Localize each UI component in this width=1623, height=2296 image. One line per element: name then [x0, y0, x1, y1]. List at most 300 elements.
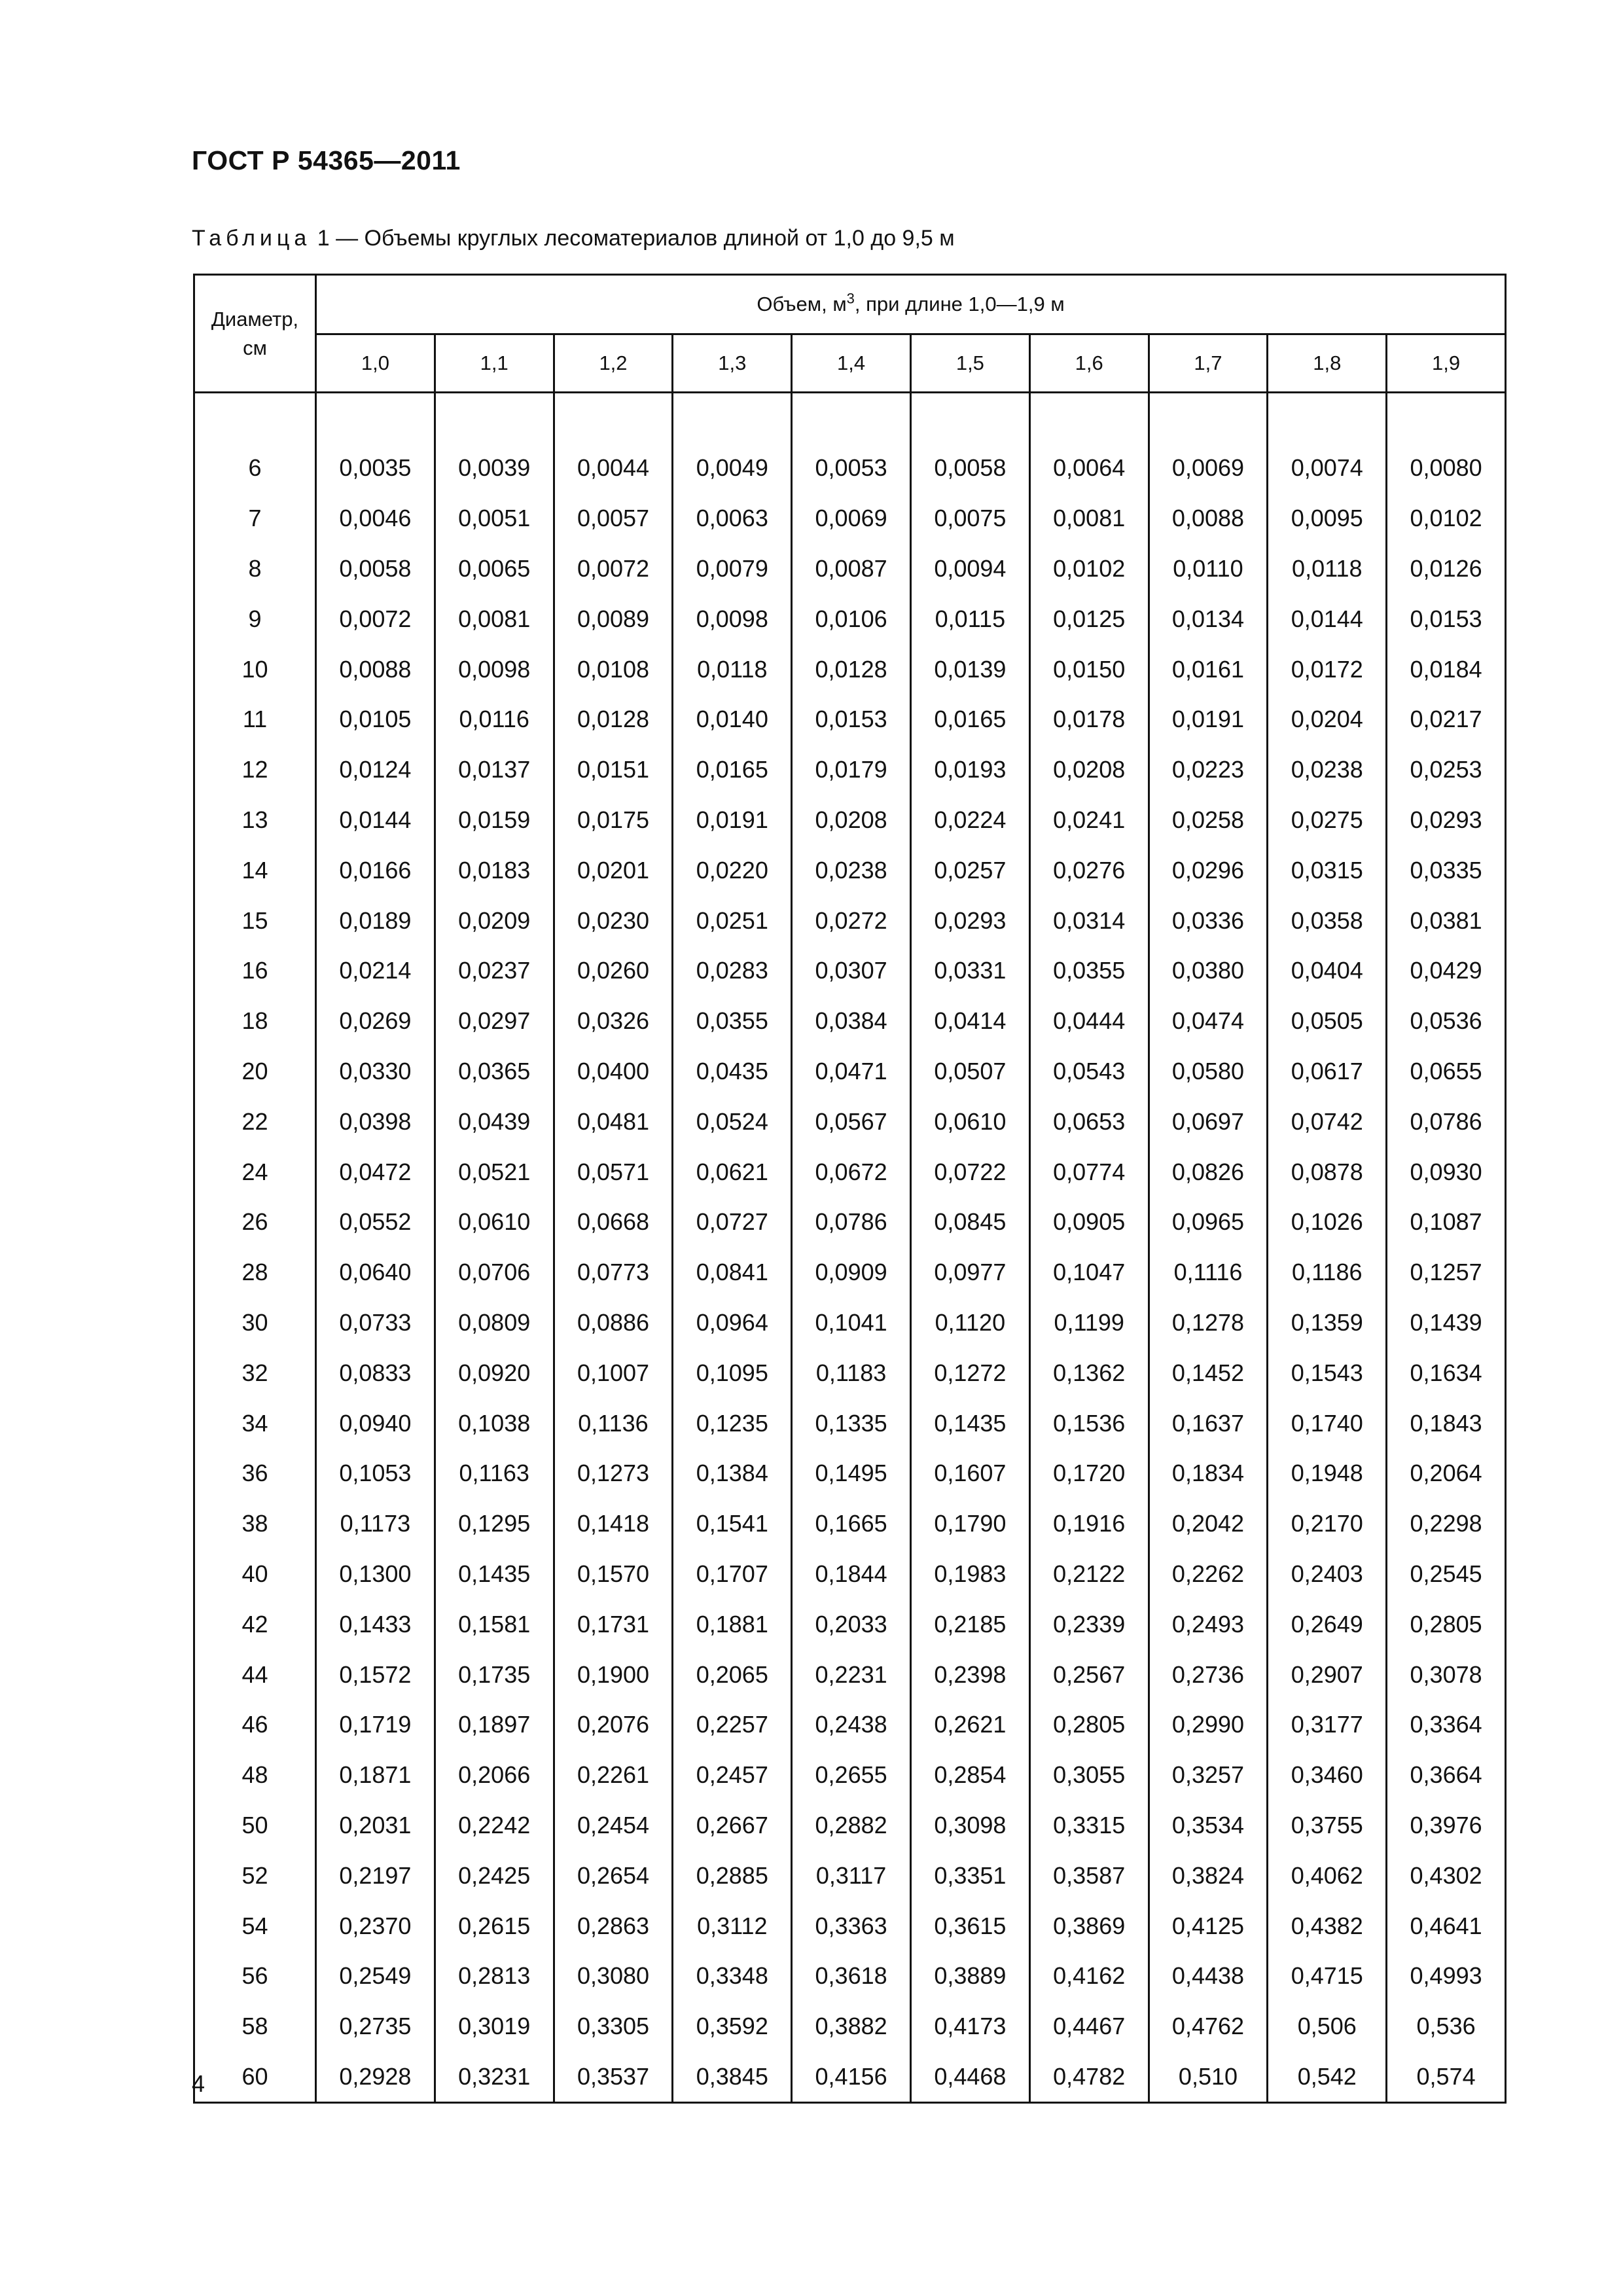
gap-cell [792, 393, 911, 444]
volume-cell: 0,1740 [1268, 1398, 1387, 1448]
volume-cell: 0,0151 [554, 745, 673, 795]
volume-cell: 0,0774 [1029, 1147, 1149, 1197]
volume-cell: 0,0144 [1268, 594, 1387, 644]
volume-cell: 0,0105 [316, 694, 435, 745]
volume-cell: 0,0124 [316, 745, 435, 795]
volume-cell: 0,0653 [1029, 1096, 1149, 1147]
volume-cell: 0,0965 [1149, 1197, 1268, 1247]
volume-cell: 0,2262 [1149, 1549, 1268, 1600]
volume-cell: 0,0293 [910, 895, 1029, 946]
volume-cell: 0,1719 [316, 1700, 435, 1750]
volume-cell: 0,4468 [910, 2052, 1029, 2103]
table-body [194, 393, 1506, 2103]
table-row [194, 2052, 1506, 2103]
diameter-cell: 28 [194, 1247, 316, 1298]
gap-cell [1149, 393, 1268, 444]
volume-cell: 0,1173 [316, 1499, 435, 1549]
volume-cell: 0,0326 [554, 996, 673, 1047]
volume-cell: 0,0276 [1029, 845, 1149, 895]
volume-cell: 0,0223 [1149, 745, 1268, 795]
table-row [194, 644, 1506, 694]
volume-cell: 0,0214 [316, 946, 435, 996]
volume-cell: 0,3664 [1387, 1750, 1506, 1801]
diameter-cell: 38 [194, 1499, 316, 1549]
diameter-cell: 50 [194, 1801, 316, 1851]
volume-cell: 0,4993 [1387, 1951, 1506, 2001]
gap-cell [673, 393, 792, 444]
volume-cell: 0,4762 [1149, 2001, 1268, 2052]
volume-cell: 0,0110 [1149, 544, 1268, 594]
volume-cell: 0,0536 [1387, 996, 1506, 1047]
volume-cell: 0,0069 [1149, 443, 1268, 493]
diameter-cell: 42 [194, 1599, 316, 1649]
table-row [194, 1499, 1506, 1549]
volume-cell: 0,0773 [554, 1247, 673, 1298]
volume-cell: 0,1665 [792, 1499, 911, 1549]
volume-cell: 0,0087 [792, 544, 911, 594]
volume-cell: 0,2928 [316, 2052, 435, 2103]
length-header-cell: 1,6 [1029, 334, 1149, 393]
table-row [194, 1649, 1506, 1700]
volume-cell: 0,2813 [435, 1951, 554, 2001]
volume-cell: 0,2990 [1149, 1700, 1268, 1750]
volume-cell: 0,3460 [1268, 1750, 1387, 1801]
volume-cell: 0,0336 [1149, 895, 1268, 946]
table-row [194, 895, 1506, 946]
length-header-cell: 1,3 [673, 334, 792, 393]
length-header-cell: 1,5 [910, 334, 1029, 393]
volume-cell: 0,1637 [1149, 1398, 1268, 1448]
volume-cell: 0,0144 [316, 795, 435, 846]
volume-cell: 0,2076 [554, 1700, 673, 1750]
volume-cell: 0,0191 [673, 795, 792, 846]
volume-cell: 0,0088 [1149, 493, 1268, 544]
diameter-cell: 24 [194, 1147, 316, 1197]
volume-cell: 0,0905 [1029, 1197, 1149, 1247]
volume-cell: 0,0315 [1268, 845, 1387, 895]
volume-cell: 0,0161 [1149, 644, 1268, 694]
volume-cell: 0,0380 [1149, 946, 1268, 996]
volume-cell: 0,3019 [435, 2001, 554, 2052]
table-caption [192, 226, 955, 251]
volume-cell: 0,1495 [792, 1448, 911, 1499]
volume-cell: 0,2655 [792, 1750, 911, 1801]
volume-cell: 0,0297 [435, 996, 554, 1047]
volume-cell: 0,4641 [1387, 1901, 1506, 1951]
volume-cell: 0,0269 [316, 996, 435, 1047]
volume-cell: 0,0400 [554, 1047, 673, 1097]
volume-cell: 0,1186 [1268, 1247, 1387, 1298]
diameter-cell: 20 [194, 1047, 316, 1097]
volume-cell: 0,1273 [554, 1448, 673, 1499]
volume-cell: 0,0217 [1387, 694, 1506, 745]
volume-cell: 0,0184 [1387, 644, 1506, 694]
volume-cell: 0,1362 [1029, 1348, 1149, 1398]
volume-cell: 0,0238 [792, 845, 911, 895]
volume-cell: 0,0116 [435, 694, 554, 745]
length-header-cell: 1,4 [792, 334, 911, 393]
volume-cell: 0,0845 [910, 1197, 1029, 1247]
volume-cell: 0,1720 [1029, 1448, 1149, 1499]
volume-cell: 0,0640 [316, 1247, 435, 1298]
diameter-cell: 34 [194, 1398, 316, 1448]
volume-cell: 0,1199 [1029, 1298, 1149, 1348]
volume-cell: 0,1026 [1268, 1197, 1387, 1247]
volume-cell: 0,0051 [435, 493, 554, 544]
volume-cell: 0,0251 [673, 895, 792, 946]
volume-cell: 0,0080 [1387, 443, 1506, 493]
volume-cell: 0,1047 [1029, 1247, 1149, 1298]
volume-cell: 0,2438 [792, 1700, 911, 1750]
volume-cell: 0,0165 [910, 694, 1029, 745]
volume-cell: 0,0208 [1029, 745, 1149, 795]
volume-cell: 0,1163 [435, 1448, 554, 1499]
volume-cell: 0,0224 [910, 795, 1029, 846]
volume-cell: 0,2863 [554, 1901, 673, 1951]
header-gap-row [194, 393, 1506, 444]
volume-cell: 0,0237 [435, 946, 554, 996]
volume-cell: 0,2493 [1149, 1599, 1268, 1649]
volume-cell: 0,0472 [316, 1147, 435, 1197]
length-header-cell: 1,2 [554, 334, 673, 393]
document-header: ГОСТ Р 54365—2011 [192, 145, 461, 175]
volume-cell: 0,1735 [435, 1649, 554, 1700]
volume-cell: 0,1871 [316, 1750, 435, 1801]
volume-cell: 0,2257 [673, 1700, 792, 1750]
volume-cell: 0,2122 [1029, 1549, 1149, 1600]
volume-cell: 0,0621 [673, 1147, 792, 1197]
table-row [194, 1448, 1506, 1499]
volume-cell: 0,0507 [910, 1047, 1029, 1097]
volume-cell: 0,0384 [792, 996, 911, 1047]
volume-cell: 0,0079 [673, 544, 792, 594]
volume-cell: 0,0672 [792, 1147, 911, 1197]
volume-cell: 0,3889 [910, 1951, 1029, 2001]
volume-cell: 0,3592 [673, 2001, 792, 2052]
volume-cell: 0,1948 [1268, 1448, 1387, 1499]
volume-cell: 0,0272 [792, 895, 911, 946]
volume-header-pre: Объем, м [757, 293, 847, 315]
volume-cell: 0,2242 [435, 1801, 554, 1851]
table-row [194, 594, 1506, 644]
volume-cell: 0,0208 [792, 795, 911, 846]
volume-cell: 0,0826 [1149, 1147, 1268, 1197]
volume-cell: 0,0404 [1268, 946, 1387, 996]
length-header-cell: 1,0 [316, 334, 435, 393]
volume-cell: 0,1439 [1387, 1298, 1506, 1348]
volume-cell: 0,3534 [1149, 1801, 1268, 1851]
table-row [194, 1096, 1506, 1147]
volume-cell: 0,0053 [792, 443, 911, 493]
volume-cell: 0,0809 [435, 1298, 554, 1348]
volume-cell: 0,574 [1387, 2052, 1506, 2103]
volume-cell: 0,0134 [1149, 594, 1268, 644]
volume-cell: 0,0786 [1387, 1096, 1506, 1147]
volume-cell: 0,0049 [673, 443, 792, 493]
table-row [194, 1298, 1506, 1348]
diameter-cell: 58 [194, 2001, 316, 2052]
volume-cell: 0,1257 [1387, 1247, 1506, 1298]
volume-cell: 0,0089 [554, 594, 673, 644]
volume-cell: 0,0044 [554, 443, 673, 493]
volume-cell: 0,1452 [1149, 1348, 1268, 1398]
volume-cell: 0,2457 [673, 1750, 792, 1801]
volume-cell: 0,2066 [435, 1750, 554, 1801]
volume-cell: 0,4438 [1149, 1951, 1268, 2001]
volume-cell: 0,0153 [792, 694, 911, 745]
volume-cell: 0,4125 [1149, 1901, 1268, 1951]
volume-cell: 0,4467 [1029, 2001, 1149, 2052]
length-header-cell: 1,7 [1149, 334, 1268, 393]
volume-cell: 0,2667 [673, 1801, 792, 1851]
volume-cell: 0,1053 [316, 1448, 435, 1499]
diameter-cell: 14 [194, 845, 316, 895]
volume-cell: 0,1359 [1268, 1298, 1387, 1348]
table-row [194, 493, 1506, 544]
volume-cell: 0,0727 [673, 1197, 792, 1247]
volume-cell: 0,0081 [435, 594, 554, 644]
volume-cell: 0,0909 [792, 1247, 911, 1298]
volume-cell: 0,1007 [554, 1348, 673, 1398]
table-row [194, 996, 1506, 1047]
volume-cell: 0,2339 [1029, 1599, 1149, 1649]
volume-cell: 0,4715 [1268, 1951, 1387, 2001]
length-header-cell: 1,1 [435, 334, 554, 393]
volume-cell: 0,0094 [910, 544, 1029, 594]
diameter-cell: 22 [194, 1096, 316, 1147]
volume-cell: 0,0072 [554, 544, 673, 594]
diameter-header-label: Диаметр, [211, 307, 299, 331]
table-row [194, 443, 1506, 493]
volume-cell: 0,0175 [554, 795, 673, 846]
diameter-cell: 30 [194, 1298, 316, 1348]
volume-cell: 0,1543 [1268, 1348, 1387, 1398]
volume-cell: 0,2621 [910, 1700, 1029, 1750]
volume-cell: 0,0057 [554, 493, 673, 544]
volume-cell: 0,2042 [1149, 1499, 1268, 1549]
volume-cell: 0,1983 [910, 1549, 1029, 1600]
volume-cell: 0,0435 [673, 1047, 792, 1097]
volume-cell: 0,1541 [673, 1499, 792, 1549]
volume-cell: 0,0075 [910, 493, 1029, 544]
volume-cell: 0,1295 [435, 1499, 554, 1549]
volume-cell: 0,4173 [910, 2001, 1029, 2052]
volume-cell: 0,4162 [1029, 1951, 1149, 2001]
volume-cell: 0,3882 [792, 2001, 911, 2052]
volume-cell: 0,0355 [673, 996, 792, 1047]
volume-cell: 0,0786 [792, 1197, 911, 1247]
volume-cell: 0,536 [1387, 2001, 1506, 2052]
diameter-cell: 15 [194, 895, 316, 946]
gap-cell [1029, 393, 1149, 444]
volume-cell: 0,3537 [554, 2052, 673, 2103]
volume-cell: 0,0153 [1387, 594, 1506, 644]
volume-cell: 0,0521 [435, 1147, 554, 1197]
diameter-cell: 52 [194, 1850, 316, 1901]
volume-cell: 0,0444 [1029, 996, 1149, 1047]
volume-cell: 0,0230 [554, 895, 673, 946]
gap-cell [435, 393, 554, 444]
volume-cell: 0,1536 [1029, 1398, 1149, 1448]
volume-cell: 0,1335 [792, 1398, 911, 1448]
diameter-cell: 46 [194, 1700, 316, 1750]
volume-cell: 0,4382 [1268, 1901, 1387, 1951]
gap-cell [910, 393, 1029, 444]
volume-cell: 0,2854 [910, 1750, 1029, 1801]
volume-cell: 0,506 [1268, 2001, 1387, 2052]
volume-cell: 0,1418 [554, 1499, 673, 1549]
volume-cell: 0,1120 [910, 1298, 1029, 1348]
volume-cell: 0,0283 [673, 946, 792, 996]
gap-cell [1387, 393, 1506, 444]
volume-cell: 0,3055 [1029, 1750, 1149, 1801]
diameter-cell: 6 [194, 443, 316, 493]
diameter-header-unit: см [243, 336, 267, 359]
volume-cell: 0,1116 [1149, 1247, 1268, 1298]
volume-cell: 0,0204 [1268, 694, 1387, 745]
volume-cell: 0,0108 [554, 644, 673, 694]
gap-cell [1268, 393, 1387, 444]
volume-cell: 0,4782 [1029, 2052, 1149, 2103]
length-header-cell: 1,9 [1387, 334, 1506, 393]
volume-cell: 0,0365 [435, 1047, 554, 1097]
volume-cell: 0,2065 [673, 1649, 792, 1700]
volume-cell: 0,1634 [1387, 1348, 1506, 1398]
volume-cell: 0,2805 [1029, 1700, 1149, 1750]
table-row [194, 1951, 1506, 2001]
volume-cell: 0,0257 [910, 845, 1029, 895]
volume-cell: 0,542 [1268, 2052, 1387, 2103]
volume-cell: 0,1607 [910, 1448, 1029, 1499]
volume-cell: 0,1900 [554, 1649, 673, 1700]
diameter-cell: 8 [194, 544, 316, 594]
volume-cell: 0,2398 [910, 1649, 1029, 1700]
volume-cell: 0,3615 [910, 1901, 1029, 1951]
table-row [194, 1247, 1506, 1298]
diameter-cell: 54 [194, 1901, 316, 1951]
volume-cell: 0,0733 [316, 1298, 435, 1348]
volume-cell: 0,2615 [435, 1901, 554, 1951]
volume-cell: 0,0833 [316, 1348, 435, 1398]
volume-cell: 0,0118 [673, 644, 792, 694]
volume-cell: 0,0150 [1029, 644, 1149, 694]
volume-cell: 0,0414 [910, 996, 1029, 1047]
table-row [194, 795, 1506, 846]
volume-cell: 0,0128 [792, 644, 911, 694]
diameter-cell: 7 [194, 493, 316, 544]
volume-cell: 0,0878 [1268, 1147, 1387, 1197]
volume-cell: 0,0137 [435, 745, 554, 795]
volume-cell: 0,1707 [673, 1549, 792, 1600]
volume-cell: 0,0125 [1029, 594, 1149, 644]
volume-cell: 0,0355 [1029, 946, 1149, 996]
volume-cell: 0,0102 [1029, 544, 1149, 594]
volume-cell: 0,0398 [316, 1096, 435, 1147]
gap-cell [316, 393, 435, 444]
volume-cell: 0,0165 [673, 745, 792, 795]
volume-cell: 0,1300 [316, 1549, 435, 1600]
table-row [194, 1147, 1506, 1197]
table-header [194, 275, 1506, 393]
volume-cell: 0,3618 [792, 1951, 911, 2001]
volume-cell: 0,0128 [554, 694, 673, 745]
volume-cell: 0,3364 [1387, 1700, 1506, 1750]
volume-cell: 0,0668 [554, 1197, 673, 1247]
volume-cell: 0,0330 [316, 1047, 435, 1097]
diameter-cell: 48 [194, 1750, 316, 1801]
volume-cell: 0,2031 [316, 1801, 435, 1851]
volume-cell: 0,2197 [316, 1850, 435, 1901]
volume-cell: 0,1235 [673, 1398, 792, 1448]
gap-cell [194, 393, 316, 444]
volume-cell: 0,2885 [673, 1850, 792, 1901]
diameter-cell: 9 [194, 594, 316, 644]
volume-cell: 0,1272 [910, 1348, 1029, 1398]
volume-cell: 0,0063 [673, 493, 792, 544]
table-row [194, 946, 1506, 996]
volume-cell: 0,0580 [1149, 1047, 1268, 1097]
volume-cell: 0,2403 [1268, 1549, 1387, 1600]
volume-cell: 0,3348 [673, 1951, 792, 2001]
volume-cell: 0,0886 [554, 1298, 673, 1348]
volume-cell: 0,3351 [910, 1850, 1029, 1901]
volume-cell: 0,0742 [1268, 1096, 1387, 1147]
volume-cell: 0,0106 [792, 594, 911, 644]
volume-cell: 0,2545 [1387, 1549, 1506, 1600]
diameter-cell: 32 [194, 1348, 316, 1398]
volume-cell: 0,1435 [910, 1398, 1029, 1448]
volume-cell: 0,2654 [554, 1850, 673, 1901]
volume-cell: 0,0178 [1029, 694, 1149, 745]
volume-cell: 0,0617 [1268, 1047, 1387, 1097]
volume-cell: 0,2882 [792, 1801, 911, 1851]
table-row [194, 694, 1506, 745]
table-row [194, 1750, 1506, 1801]
volume-cell: 0,0275 [1268, 795, 1387, 846]
volume-cell: 0,2064 [1387, 1448, 1506, 1499]
volume-cell: 0,3755 [1268, 1801, 1387, 1851]
volume-cell: 0,3869 [1029, 1901, 1149, 1951]
diameter-cell: 10 [194, 644, 316, 694]
volume-cell: 0,0193 [910, 745, 1029, 795]
volume-header-post: , при длине 1,0—1,9 м [854, 293, 1065, 315]
volume-cell: 0,2549 [316, 1951, 435, 2001]
volume-cell: 0,0172 [1268, 644, 1387, 694]
volume-cell: 0,3305 [554, 2001, 673, 2052]
volume-cell: 0,0238 [1268, 745, 1387, 795]
volume-cell: 0,3824 [1149, 1850, 1268, 1901]
table-row [194, 1398, 1506, 1448]
volume-cell: 0,0035 [316, 443, 435, 493]
volume-cell: 0,0841 [673, 1247, 792, 1298]
table-row [194, 845, 1506, 895]
volume-cell: 0,0095 [1268, 493, 1387, 544]
volume-cell: 0,0220 [673, 845, 792, 895]
volume-cell: 0,0046 [316, 493, 435, 544]
volume-cell: 0,0481 [554, 1096, 673, 1147]
volume-cell: 0,0471 [792, 1047, 911, 1097]
table-row [194, 1700, 1506, 1750]
length-header-cell: 1,8 [1268, 334, 1387, 393]
volume-cell: 0,0241 [1029, 795, 1149, 846]
volume-cell: 0,4062 [1268, 1850, 1387, 1901]
volume-cell: 0,0697 [1149, 1096, 1268, 1147]
table-row [194, 745, 1506, 795]
volume-cell: 0,510 [1149, 2052, 1268, 2103]
volume-cell: 0,2261 [554, 1750, 673, 1801]
diameter-cell: 40 [194, 1549, 316, 1600]
volume-cell: 0,0115 [910, 594, 1029, 644]
